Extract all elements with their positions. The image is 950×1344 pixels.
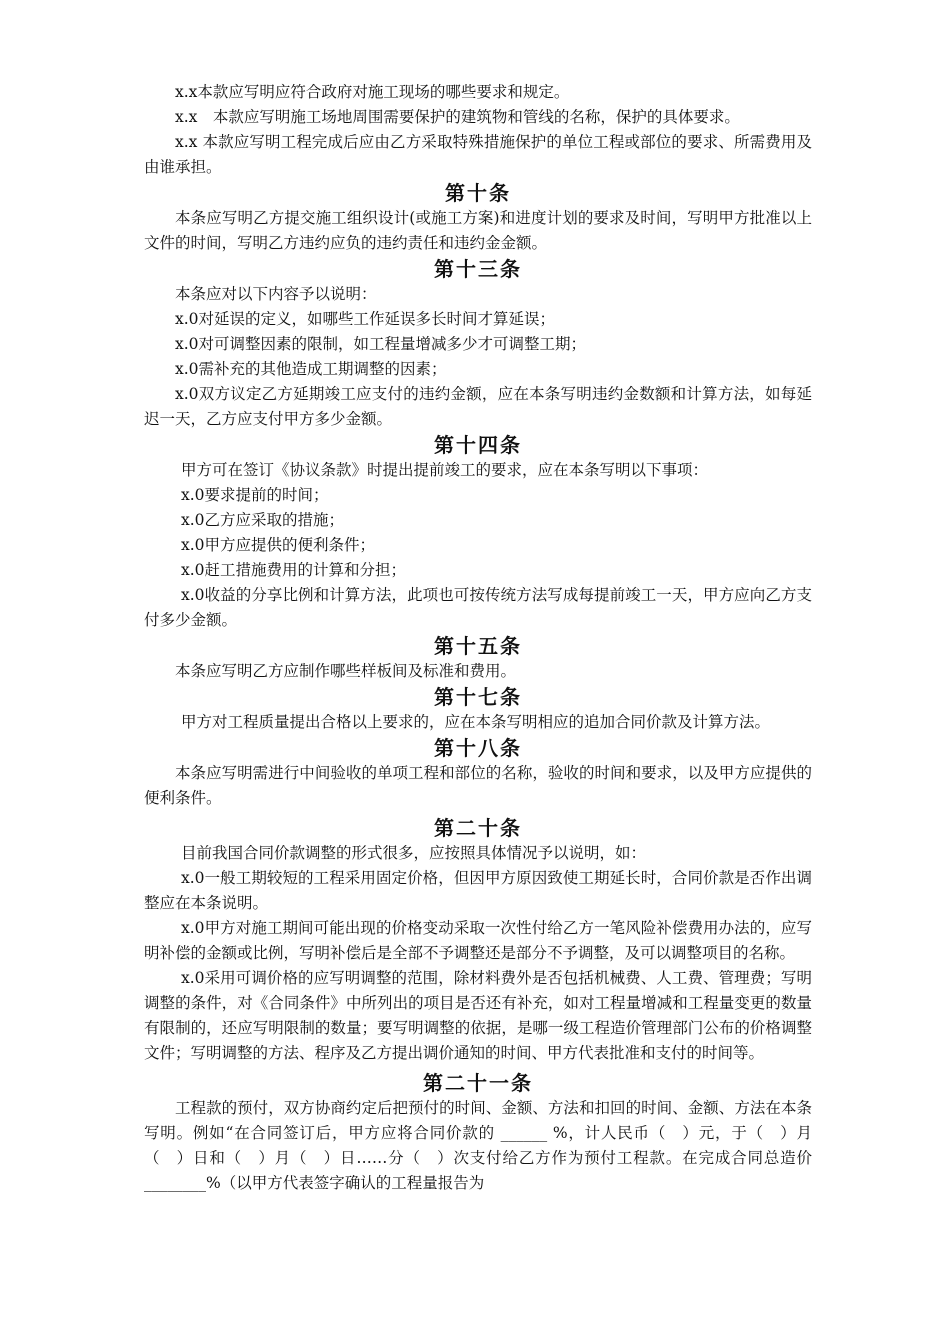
list-item: x.0对延误的定义，如哪些工作延误多长时间才算延误； (175, 310, 556, 328)
list-item: x.0采用可调价格的应写明调整的范围，除材料费外是否包括机械费、人工费、管理费；写明调整的条件，对《合同条件》中所列出的项目是否还有补充，如对工程量增减和工程量变更的数量有限制的，还应写明限制的数量；要写明调整的依据，是哪一级工程造价管理部门公布的价格调整文件；写明调整的方法、程序及乙方提出调价通知的时间、甲方代表批准和支付的时间等。 (144, 969, 812, 1062)
article-heading: 第十四条 (434, 433, 522, 457)
list-item: x.0收益的分享比例和计算方法，此项也可按传统方法写成每提前竣工一天，甲方应向乙方支付多少金额。 (144, 586, 812, 629)
paragraph: 目前我国合同价款调整的形式很多，应按照具体情况予以说明，如： (181, 844, 647, 862)
article-heading: 第十七条 (434, 685, 522, 709)
paragraph: 本条应写明乙方应制作哪些样板间及标准和费用。 (175, 662, 517, 680)
article-heading: 第二十条 (434, 816, 522, 840)
list-item: x.0需补充的其他造成工期调整的因素； (175, 360, 447, 378)
paragraph: x.x 本款应写明施工场地周围需要保护的建筑物和管线的名称，保护的具体要求。 (175, 108, 740, 126)
list-item: x.0甲方对施工期间可能出现的价格变动采取一次性付给乙方一笔风险补偿费用办法的，应写明补偿的金额或比例，写明补偿后是全部不予调整还是部分不予调整，及可以调整项目的名称。 (144, 919, 812, 962)
paragraph: 工程款的预付，双方协商约定后把预付的时间、金额、方法和扣回的时间、金额、方法在本条写明。例如“在合同签订后，甲方应将合同价款的 ______ %，计人民币（ ）元，于（ ）月（ ）日和（ ）月（ ）日……分（ ）次支付给乙方作为预付工程款。在完成合同总造价________%（以甲方代表签字确认的工程量报告为 (144, 1099, 812, 1192)
list-item: x.0双方议定乙方延期竣工应支付的违约金额，应在本条写明违约金数额和计算方法，如每延迟一天，乙方应支付甲方多少金额。 (144, 385, 812, 428)
list-item: x.0对可调整因素的限制，如工程量增减多少才可调整工期； (175, 335, 587, 353)
list-item: x.0乙方应采取的措施； (181, 511, 345, 529)
article-heading: 第十五条 (434, 634, 522, 658)
list-item: x.0赶工措施费用的计算和分担； (181, 561, 407, 579)
article-heading: 第十条 (445, 181, 511, 205)
document-page (144, 80, 812, 1196)
paragraph: 本条应写明乙方提交施工组织设计(或施工方案)和进度计划的要求及时间，写明甲方批准以上文件的时间，写明乙方违约应负的违约责任和违约金金额。 (144, 209, 812, 252)
paragraph: x.x本款应写明应符合政府对施工现场的哪些要求和规定。 (175, 83, 570, 101)
paragraph: 本条应对以下内容予以说明： (175, 285, 377, 303)
paragraph: 甲方可在签订《协议条款》时提出提前竣工的要求，应在本条写明以下事项： (181, 461, 709, 479)
paragraph: 本条应写明需进行中间验收的单项工程和部位的名称，验收的时间和要求，以及甲方应提供的便利条件。 (144, 764, 812, 807)
article-heading: 第十八条 (434, 736, 522, 760)
paragraph: 甲方对工程质量提出合格以上要求的，应在本条写明相应的追加合同价款及计算方法。 (181, 713, 771, 731)
list-item: x.0甲方应提供的便利条件； (181, 536, 376, 554)
list-item: x.0要求提前的时间； (181, 486, 329, 504)
list-item: x.0一般工期较短的工程采用固定价格，但因甲方原因致使工期延长时，合同价款是否作出调整应在本条说明。 (144, 869, 812, 912)
article-heading: 第十三条 (434, 257, 522, 281)
article-heading: 第二十一条 (423, 1071, 533, 1095)
paragraph: x.x 本款应写明工程完成后应由乙方采取特殊措施保护的单位工程或部位的要求、所需费用及由谁承担。 (144, 133, 812, 176)
